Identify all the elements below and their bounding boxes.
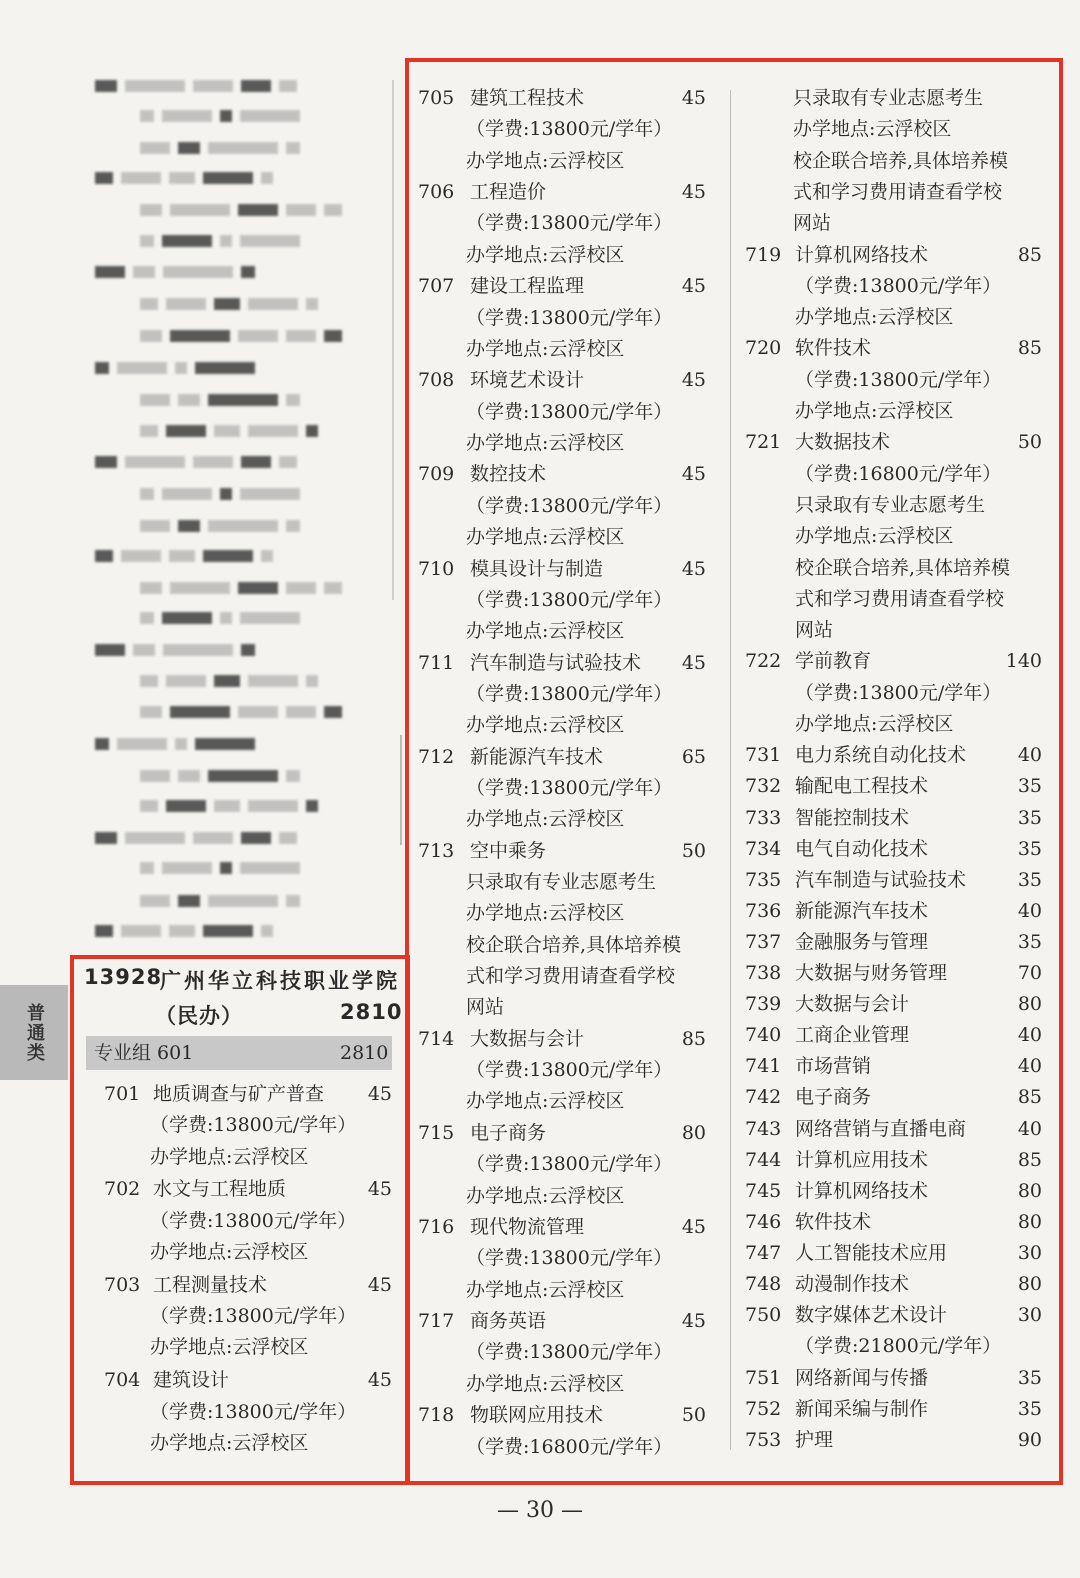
major-name: 电气自动化技术 <box>795 837 929 860</box>
major-name: 大数据与会计 <box>795 993 910 1016</box>
major-quota: 35 <box>1017 1366 1042 1389</box>
major-detail: （学费:13800元/学年） <box>466 1059 673 1082</box>
major-name: 新能源汽车技术 <box>470 745 604 768</box>
major-code: 750 <box>745 1304 782 1327</box>
major-detail: （学费:13800元/学年） <box>466 400 673 423</box>
major-detail: 式和学习费用请查看学校 <box>795 587 1005 610</box>
major-code: 719 <box>745 243 782 266</box>
major-code: 708 <box>418 369 455 392</box>
column-rule <box>392 80 394 600</box>
redacted-content <box>80 80 400 960</box>
redacted-row <box>140 706 342 720</box>
major-detail: （学费:13800元/学年） <box>795 274 1002 297</box>
major-quota: 80 <box>1017 1273 1042 1295</box>
major-code: 745 <box>745 1179 782 1202</box>
major-quota: 45 <box>367 1178 392 1201</box>
major-detail: （学费:13800元/学年） <box>466 212 673 235</box>
major-detail: 办学地点:云浮校区 <box>466 431 625 454</box>
major-code: 751 <box>745 1366 782 1389</box>
major-detail: 办学地点:云浮校区 <box>793 118 952 141</box>
major-name: 建筑工程技术 <box>470 87 585 109</box>
major-code: 704 <box>104 1369 141 1392</box>
major-detail: 办学地点:云浮校区 <box>150 1336 309 1359</box>
major-detail: （学费:13800元/学年） <box>466 1153 673 1176</box>
column-rule <box>400 735 402 845</box>
major-quota: 45 <box>681 651 706 674</box>
category-tab: 普通类 <box>0 985 68 1080</box>
major-code: 716 <box>418 1216 455 1238</box>
major-code: 721 <box>745 431 782 454</box>
major-code: 742 <box>745 1086 782 1109</box>
major-detail: 办学地点:云浮校区 <box>150 1431 309 1454</box>
major-quota: 80 <box>1017 993 1042 1016</box>
major-quota: 50 <box>1017 431 1042 454</box>
major-code: 720 <box>745 337 782 360</box>
major-quota: 65 <box>681 745 706 768</box>
major-name: 环境艺术设计 <box>470 369 585 392</box>
major-code: 740 <box>745 1024 782 1047</box>
major-detail: 办学地点:云浮校区 <box>466 149 625 172</box>
major-name: 工程造价 <box>470 181 547 204</box>
major-detail: （学费:21800元/学年） <box>795 1335 1002 1358</box>
redacted-row <box>140 394 300 408</box>
major-quota: 40 <box>1017 1055 1042 1078</box>
major-quota: 85 <box>681 1027 706 1050</box>
group-total: 2810 <box>340 1042 389 1064</box>
redacted-row <box>140 298 318 312</box>
major-name: 大数据与会计 <box>470 1027 585 1050</box>
redacted-row <box>140 770 300 784</box>
major-code: 709 <box>418 463 455 486</box>
college-code: 13928 <box>84 965 163 989</box>
major-detail: （学费:16800元/学年） <box>466 1435 673 1458</box>
major-detail: 办学地点:云浮校区 <box>150 1145 309 1168</box>
major-name: 大数据技术 <box>795 431 891 454</box>
major-detail: （学费:13800元/学年） <box>466 1247 673 1270</box>
major-detail: 式和学习费用请查看学校 <box>793 180 1003 203</box>
major-quota: 35 <box>1017 930 1042 953</box>
major-code: 747 <box>745 1241 782 1264</box>
redacted-row <box>95 172 273 186</box>
college-total: 2810 <box>340 1000 403 1024</box>
major-quota: 70 <box>1017 962 1042 984</box>
major-code: 712 <box>418 745 455 768</box>
redacted-row <box>95 80 297 94</box>
major-name: 现代物流管理 <box>470 1216 585 1238</box>
major-quota: 85 <box>1017 1086 1042 1109</box>
major-code: 748 <box>745 1273 782 1295</box>
major-name: 新能源汽车技术 <box>795 899 929 922</box>
major-name: 建设工程监理 <box>470 275 585 298</box>
major-quota: 85 <box>1017 1148 1042 1171</box>
major-quota: 85 <box>1017 337 1042 360</box>
redacted-row <box>140 425 318 439</box>
major-name: 学前教育 <box>795 650 872 673</box>
major-quota: 45 <box>681 369 706 392</box>
major-detail: 办学地点:云浮校区 <box>795 525 954 548</box>
major-detail: 办学地点:云浮校区 <box>466 526 625 548</box>
major-code: 734 <box>745 837 782 860</box>
major-detail: （学费:13800元/学年） <box>150 1305 357 1328</box>
major-detail: （学费:13800元/学年） <box>466 494 673 517</box>
major-quota: 30 <box>1017 1304 1042 1327</box>
major-name: 模具设计与制造 <box>470 557 604 580</box>
major-name: 输配电工程技术 <box>795 775 929 798</box>
major-quota: 35 <box>1017 868 1042 891</box>
major-name: 新闻采编与制作 <box>795 1397 929 1420</box>
column-divider <box>730 90 731 1450</box>
major-detail: 办学地点:云浮校区 <box>795 306 954 329</box>
major-quota: 35 <box>1017 1397 1042 1420</box>
major-code: 731 <box>745 744 782 767</box>
major-quota: 90 <box>1017 1428 1042 1451</box>
major-detail: 校企联合培养,具体培养模 <box>795 556 1011 579</box>
major-code: 701 <box>104 1083 141 1105</box>
major-name: 电子商务 <box>795 1086 872 1109</box>
major-code: 752 <box>745 1397 782 1420</box>
major-detail: 办学地点:云浮校区 <box>466 337 625 360</box>
major-detail: 办学地点:云浮校区 <box>795 400 954 422</box>
major-name: 数控技术 <box>470 463 547 486</box>
major-code: 714 <box>418 1027 455 1050</box>
redacted-row <box>140 675 318 689</box>
major-detail: 网站 <box>793 212 832 235</box>
major-detail: （学费:13800元/学年） <box>466 777 673 799</box>
major-quota: 45 <box>681 463 706 486</box>
major-detail: （学费:13800元/学年） <box>466 306 673 329</box>
major-quota: 85 <box>1017 243 1042 266</box>
redacted-row <box>95 550 273 564</box>
redacted-row <box>95 925 273 939</box>
major-name: 工商企业管理 <box>795 1024 910 1047</box>
major-code: 735 <box>745 868 782 891</box>
major-detail: 只录取有专业志愿考生 <box>466 871 657 894</box>
major-detail: （学费:13800元/学年） <box>466 588 673 611</box>
redacted-row <box>140 235 300 249</box>
major-detail: 式和学习费用请查看学校 <box>466 965 676 987</box>
major-quota: 40 <box>1017 744 1042 767</box>
major-quota: 30 <box>1017 1241 1042 1264</box>
major-detail: （学费:13800元/学年） <box>466 1341 673 1364</box>
major-code: 707 <box>418 275 455 298</box>
major-detail: （学费:13800元/学年） <box>466 118 673 141</box>
major-quota: 45 <box>681 181 706 204</box>
major-code: 739 <box>745 993 782 1016</box>
major-code: 753 <box>745 1428 782 1451</box>
major-detail: 办学地点:云浮校区 <box>150 1241 309 1263</box>
major-name: 电力系统自动化技术 <box>795 744 967 767</box>
major-name: 汽车制造与试验技术 <box>795 868 967 891</box>
redacted-row <box>140 110 300 124</box>
major-group-bar <box>86 1036 392 1070</box>
major-code: 722 <box>745 650 782 673</box>
redacted-row <box>140 582 342 596</box>
major-detail: 办学地点:云浮校区 <box>466 714 625 737</box>
major-detail: （学费:13800元/学年） <box>150 1209 357 1232</box>
major-detail: （学费:16800元/学年） <box>795 462 1002 485</box>
major-name: 计算机网络技术 <box>795 243 929 266</box>
redacted-row <box>140 612 300 626</box>
major-quota: 35 <box>1017 837 1042 860</box>
major-quota: 140 <box>1005 650 1042 673</box>
major-name: 智能控制技术 <box>795 806 910 829</box>
redacted-row <box>95 738 255 752</box>
major-detail: 校企联合培养,具体培养模 <box>793 149 1009 172</box>
major-name: 计算机应用技术 <box>795 1148 929 1171</box>
major-detail: 办学地点:云浮校区 <box>466 902 625 925</box>
major-code: 713 <box>418 839 455 862</box>
major-quota: 50 <box>681 1404 706 1427</box>
major-quota: 45 <box>681 1216 706 1238</box>
major-quota: 40 <box>1017 1117 1042 1140</box>
redacted-row <box>140 800 318 814</box>
major-name: 建筑设计 <box>153 1369 230 1392</box>
major-quota: 35 <box>1017 806 1042 829</box>
major-detail: 办学地点:云浮校区 <box>466 1372 625 1395</box>
major-name: 计算机网络技术 <box>795 1179 929 1202</box>
major-code: 711 <box>418 651 455 674</box>
page-number: — 30 — <box>497 1498 583 1523</box>
major-code: 738 <box>745 962 782 984</box>
major-code: 717 <box>418 1310 455 1333</box>
major-code: 702 <box>104 1178 141 1201</box>
major-code: 732 <box>745 775 782 798</box>
major-name: 软件技术 <box>795 337 872 360</box>
major-detail: 办学地点:云浮校区 <box>466 1090 625 1113</box>
major-detail: 办学地点:云浮校区 <box>795 713 954 735</box>
major-name: 人工智能技术应用 <box>795 1241 948 1264</box>
major-quota: 45 <box>367 1273 392 1296</box>
redacted-row <box>140 204 342 218</box>
redacted-row <box>95 266 255 280</box>
major-name: 工程测量技术 <box>153 1273 268 1296</box>
major-name: 市场营销 <box>795 1055 872 1078</box>
major-detail: 网站 <box>466 996 505 1019</box>
major-quota: 80 <box>1017 1210 1042 1233</box>
major-name: 护理 <box>795 1428 834 1451</box>
major-code: 736 <box>745 899 782 922</box>
major-detail: （学费:13800元/学年） <box>466 682 673 705</box>
major-name: 网络营销与直播电商 <box>795 1117 967 1140</box>
major-quota: 45 <box>681 87 706 109</box>
major-quota: 45 <box>367 1369 392 1392</box>
major-code: 710 <box>418 557 455 580</box>
major-detail: （学费:13800元/学年） <box>150 1114 357 1137</box>
major-name: 数字媒体艺术设计 <box>795 1304 948 1327</box>
major-detail: （学费:13800元/学年） <box>795 681 1002 704</box>
major-code: 737 <box>745 930 782 953</box>
major-detail: 办学地点:云浮校区 <box>466 1184 625 1207</box>
major-code: 733 <box>745 806 782 829</box>
major-name: 电子商务 <box>470 1121 547 1144</box>
major-detail: 办学地点:云浮校区 <box>466 243 625 266</box>
redacted-row <box>140 488 300 502</box>
major-code: 743 <box>745 1117 782 1140</box>
major-code: 715 <box>418 1121 455 1144</box>
college-type: （民办） <box>155 1004 243 1028</box>
major-detail: 校企联合培养,具体培养模 <box>466 933 682 956</box>
major-name: 动漫制作技术 <box>795 1273 910 1295</box>
major-name: 地质调查与矿产普查 <box>153 1083 325 1105</box>
major-code: 718 <box>418 1404 455 1427</box>
major-name: 水文与工程地质 <box>153 1178 287 1201</box>
redacted-row <box>140 142 300 156</box>
major-quota: 45 <box>681 557 706 580</box>
major-quota: 50 <box>681 839 706 862</box>
major-code: 746 <box>745 1210 782 1233</box>
major-detail: （学费:13800元/学年） <box>150 1400 357 1423</box>
college-name: 广州华立科技职业学院 <box>160 969 400 993</box>
redacted-row <box>95 832 297 846</box>
major-detail: 办学地点:云浮校区 <box>466 808 625 831</box>
major-quota: 45 <box>681 1310 706 1333</box>
major-name: 物联网应用技术 <box>470 1404 604 1427</box>
major-code: 705 <box>418 87 455 109</box>
major-detail: 办学地点:云浮校区 <box>466 620 625 643</box>
major-name: 金融服务与管理 <box>795 930 929 953</box>
major-quota: 45 <box>367 1083 392 1105</box>
major-detail: 只录取有专业志愿考生 <box>793 87 984 109</box>
major-name: 商务英语 <box>470 1310 547 1333</box>
major-code: 741 <box>745 1055 782 1078</box>
major-quota: 45 <box>681 275 706 298</box>
redacted-row <box>140 895 300 909</box>
major-detail: 只录取有专业志愿考生 <box>795 493 986 516</box>
major-quota: 80 <box>681 1121 706 1144</box>
major-name: 空中乘务 <box>470 839 547 862</box>
major-code: 706 <box>418 181 455 204</box>
major-quota: 80 <box>1017 1179 1042 1202</box>
redacted-row <box>140 330 342 344</box>
group-label: 专业组 601 <box>94 1042 194 1064</box>
major-detail: （学费:13800元/学年） <box>795 368 1002 391</box>
major-name: 汽车制造与试验技术 <box>470 651 642 674</box>
redacted-row <box>140 862 300 876</box>
major-quota: 35 <box>1017 775 1042 798</box>
major-code: 744 <box>745 1148 782 1171</box>
major-quota: 40 <box>1017 899 1042 922</box>
redacted-row <box>95 362 255 376</box>
redacted-row <box>140 520 300 534</box>
major-name: 大数据与财务管理 <box>795 962 948 984</box>
redacted-row <box>95 456 297 470</box>
major-quota: 40 <box>1017 1024 1042 1047</box>
major-detail: 网站 <box>795 619 834 642</box>
major-detail: 办学地点:云浮校区 <box>466 1278 625 1301</box>
major-name: 网络新闻与传播 <box>795 1366 929 1389</box>
major-code: 703 <box>104 1273 141 1296</box>
major-name: 软件技术 <box>795 1210 872 1233</box>
redacted-row <box>95 644 255 658</box>
